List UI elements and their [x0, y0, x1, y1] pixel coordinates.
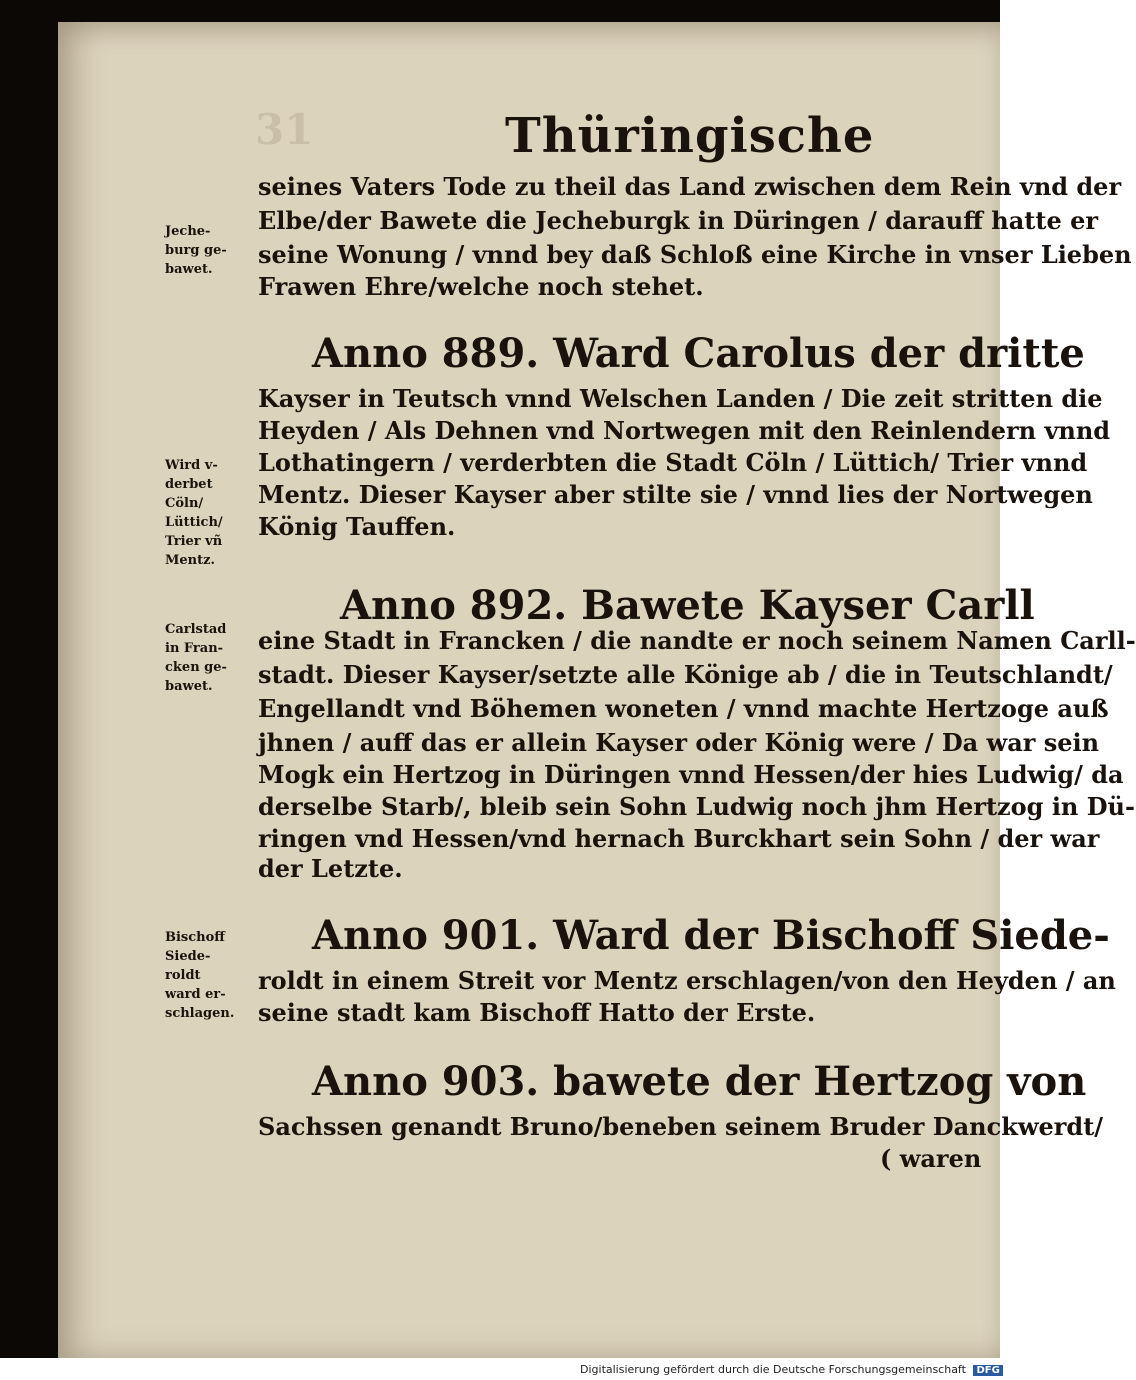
running-header: Thüringische: [505, 108, 875, 164]
text-line: seine Wonung / vnnd bey daß Schloß eine Kirche in vnser Lieben: [258, 240, 1132, 269]
text-line: Lothatingern / verderbten die Stadt Cöln / Lüttich/ Trier vnnd: [258, 448, 1088, 477]
marginal-note-line: Trier vñ: [165, 534, 223, 549]
section-heading: Anno 892. Bawete Kayser Carll: [340, 582, 1035, 629]
marginal-note-line: bawet.: [165, 262, 213, 277]
text-line: roldt in einem Streit vor Mentz erschlagen/von den Heyden / an: [258, 966, 1116, 995]
funding-credit: [580, 1363, 1003, 1376]
marginal-note: [165, 456, 223, 570]
text-line: stadt. Dieser Kayser/setzte alle Könige ab / die in Teutschlandt/: [258, 660, 1113, 689]
marginal-note-line: Cöln/: [165, 496, 204, 511]
marginal-note-line: Jeche-: [165, 224, 211, 239]
text-line: Sachssen genandt Bruno/beneben seinem Bruder Danckwerdt/: [258, 1112, 1104, 1141]
text-line: ringen vnd Hessen/vnd hernach Burckhart sein Sohn / der war: [258, 824, 1100, 853]
marginal-note-line: in Fran-: [165, 641, 224, 656]
section-heading: Anno 901. Ward der Bischoff Siede-: [312, 912, 1110, 959]
section-heading: Anno 889. Ward Carolus der dritte: [312, 330, 1085, 377]
text-line: seine stadt kam Bischoff Hatto der Erste.: [258, 998, 816, 1027]
text-line: derselbe Starb/, bleib sein Sohn Ludwig noch jhm Hertzog in Dü-: [258, 792, 1135, 821]
catchword: ( waren: [880, 1144, 982, 1173]
text-line: Elbe/der Bawete die Jecheburgk in Düringen / darauff hatte er: [258, 206, 1098, 235]
marginal-note: [165, 620, 227, 696]
text-line: Frawen Ehre/welche noch stehet.: [258, 272, 704, 301]
marginal-note-line: derbet: [165, 477, 213, 492]
funding-credit-text: Digitalisierung gefördert durch die Deutsche Forschungsgemeinschaft: [580, 1363, 966, 1376]
text-line: König Tauffen.: [258, 512, 456, 541]
text-line: eine Stadt in Francken / die nandte er noch seinem Namen Carll-: [258, 626, 1136, 655]
text-line: jhnen / auff das er allein Kayser oder König were / Da war sein: [258, 728, 1100, 757]
text-line: Mogk ein Hertzog in Düringen vnnd Hessen/der hies Ludwig/ da: [258, 760, 1124, 789]
marginal-note-line: Carlstad: [165, 622, 227, 637]
marginal-note-line: roldt: [165, 968, 201, 983]
marginal-note-line: burg ge-: [165, 243, 227, 258]
text-line: Engellandt vnd Böhemen woneten / vnnd machte Hertzoge auß: [258, 694, 1109, 723]
text-line: der Letzte.: [258, 854, 403, 883]
marginal-note-line: Siede-: [165, 949, 211, 964]
marginal-note-line: cken ge-: [165, 660, 227, 675]
marginal-note: [165, 928, 234, 1023]
marginal-note: [165, 222, 227, 279]
text-line: Kayser in Teutsch vnnd Welschen Landen / Die zeit stritten die: [258, 384, 1103, 413]
marginal-note-line: ward er-: [165, 987, 226, 1002]
text-line: Mentz. Dieser Kayser aber stilte sie / vnnd lies der Nortwegen: [258, 480, 1093, 509]
text-line: seines Vaters Tode zu theil das Land zwischen dem Rein vnd der: [258, 172, 1122, 201]
page-number-showthrough: 31: [255, 105, 314, 154]
marginal-note-line: Bischoff: [165, 930, 225, 945]
text-line: Heyden / Als Dehnen vnd Nortwegen mit den Reinlendern vnnd: [258, 416, 1111, 445]
dfg-logo: DFG: [973, 1365, 1002, 1376]
marginal-note-line: schlagen.: [165, 1006, 235, 1021]
section-heading: Anno 903. bawete der Hertzog von: [312, 1058, 1087, 1105]
marginal-note-line: Wird v-: [165, 458, 218, 473]
marginal-note-line: bawet.: [165, 679, 213, 694]
marginal-note-line: Lüttich/: [165, 515, 223, 530]
marginal-note-line: Mentz.: [165, 553, 216, 568]
